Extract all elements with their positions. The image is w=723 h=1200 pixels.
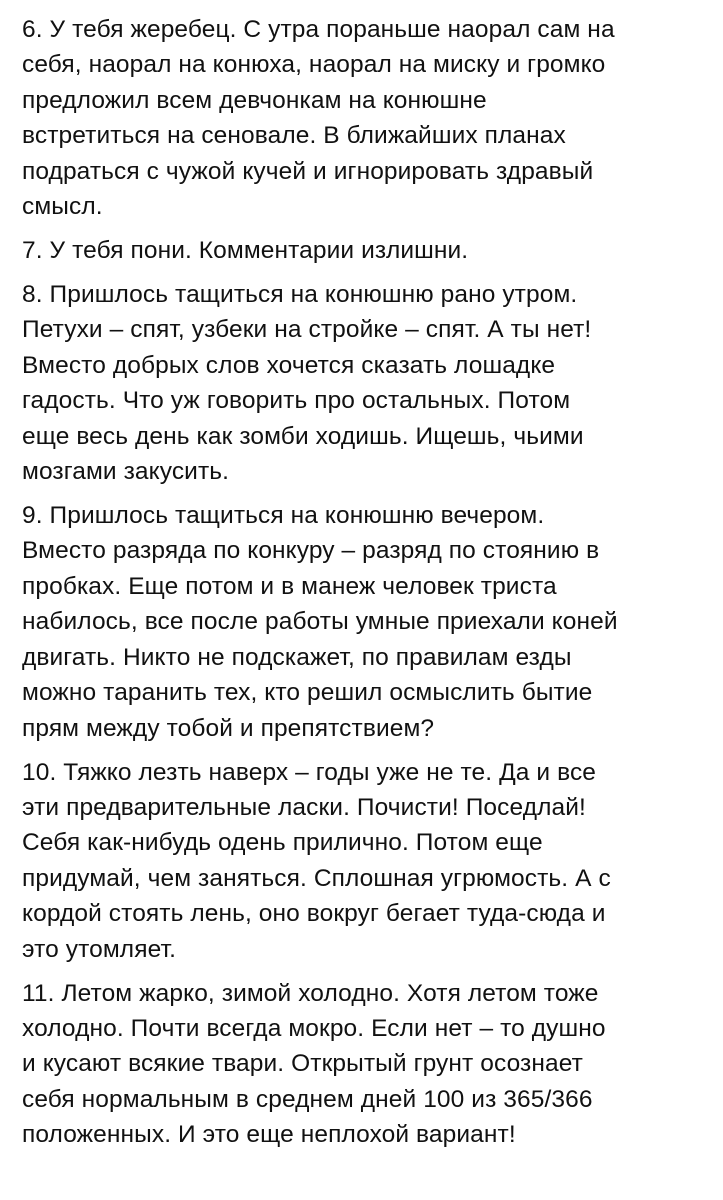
paragraph-item-9 [22,498,706,746]
text-line: двигать. Никто не подскажет, по правилам езды [22,643,572,671]
text-line: 9. Пришлось тащиться на конюшню вечером. [22,502,545,530]
text-line: придумай, чем заняться. Сплошная угрюмость. А с [22,864,611,892]
text-line: себя нормальным в среднем дней 100 из 365/366 [22,1085,593,1113]
text-line: Себя как-нибудь одень прилично. Потом еще [22,829,543,857]
paragraph-item-11 [22,976,706,1153]
text-line: эти предварительные ласки. Почисти! Поседлай! [22,793,586,821]
text-line: Петухи – спят, узбеки на стройке – спят. А ты нет! [22,316,592,344]
text-line: 11. Летом жарко, зимой холодно. Хотя летом тоже [22,979,599,1007]
text-line: еще весь день как зомби ходишь. Ищешь, чьими [22,422,584,450]
text-line: кордой стоять лень, оно вокруг бегает туда-сюда и [22,900,606,928]
text-line: встретиться на сеновале. В ближайших планах [22,122,566,150]
text-line: прям между тобой и препятствием? [22,714,435,742]
text-line: 10. Тяжко лезть наверх – годы уже не те. Да и все [22,758,597,786]
text-line: и кусают всякие твари. Открытый грунт осознает [22,1050,583,1078]
text-line: гадость. Что уж говорить про остальных. Потом [22,387,571,415]
text-line: это утомляет. [22,935,176,963]
text-line: холодно. Почти всегда мокро. Если нет – то душно [22,1014,606,1042]
text-line: Вместо добрых слов хочется сказать лошадке [22,351,556,379]
text-line: набилось, все после работы умные приехали коней [22,608,618,636]
paragraph-item-6 [22,12,706,224]
text-line: себя, наорал на конюха, наорал на миску и громко [22,51,606,79]
text-line: пробках. Еще потом и в манеж человек триста [22,572,557,600]
text-line: предложил всем девчонкам на конюшне [22,86,487,114]
paragraph-item-7 [22,233,706,268]
paragraph-item-8 [22,277,706,489]
text-line: Вместо разряда по конкуру – разряд по стоянию в [22,537,600,565]
paragraph-item-10 [22,755,706,967]
text-line: можно таранить тех, кто решил осмыслить бытие [22,679,593,707]
text-line: мозгами закусить. [22,458,230,486]
text-line: смысл. [22,193,103,221]
text-line: положенных. И это еще неплохой вариант! [22,1121,516,1149]
text-line: 6. У тебя жеребец. С утра пораньше наорал сам на [22,16,615,43]
text-body [22,12,706,1161]
text-line: 8. Пришлось тащиться на конюшню рано утром. [22,281,578,309]
text-line: подраться с чужой кучей и игнорировать здравый [22,157,594,185]
text-line: 7. У тебя пони. Комментарии излишни. [22,237,469,265]
